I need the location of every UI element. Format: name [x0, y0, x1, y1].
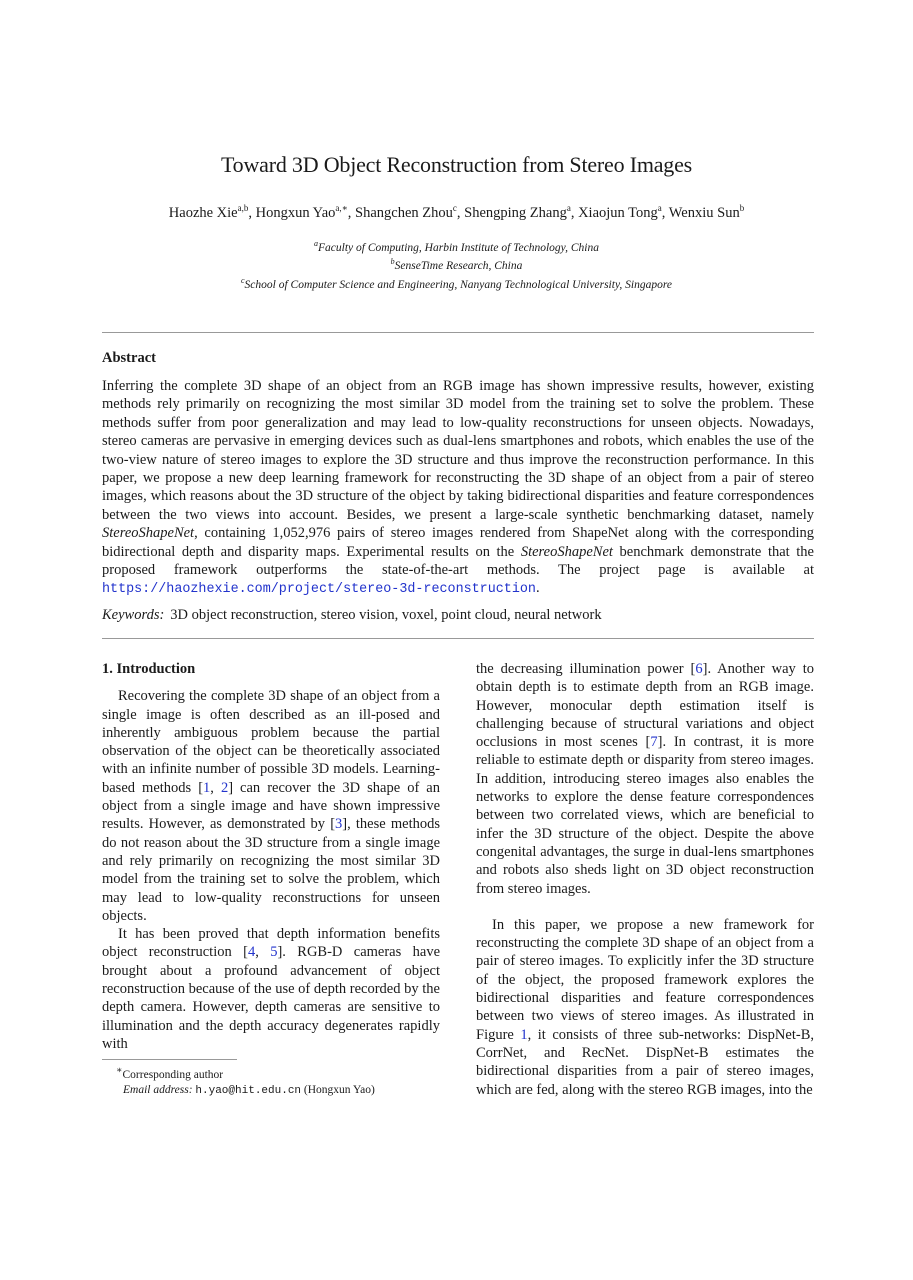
dataset-name: StereoShapeNet [520, 543, 613, 560]
abstract-divider [102, 638, 814, 639]
citation-link[interactable]: 3 [335, 816, 343, 833]
email-address: h.yao@hit.edu.cn [195, 1084, 302, 1097]
email-note: Email address: h.yao@hit.edu.cn (Hongxun Yao) [123, 1083, 375, 1097]
author: Xiaojun Tong$^a$, [578, 203, 669, 221]
project-url-link[interactable]: https://haozhexie.com/project/stereo-3d-reconstruction [102, 582, 536, 598]
footnotes [102, 1063, 375, 1099]
intro-paragraph-2-cont: the decreasing illumination power [6]. Another way to obtain depth is to estimate depth from an RGB image. However, monocular depth estimation itself is challenging because of structural variations and object occlusions in most scenes [7]. In contrast, it is more reliable to estimate depth or disparity from stereo images. In addition, introducing stereo images also enables the networks to explore the dense feature correspondences between two correlated views, which are beneficial to infer the 3D structure of the object. Despite the above congenital advantages, the surge in dual-lens smartphones and robots also sheds light on 3D object reconstruction from stereo images. [476, 661, 814, 897]
author: Hongxun Yao$^{a,∗}$, [255, 203, 356, 221]
dataset-name: StereoShapeNet [102, 525, 195, 542]
citation-link[interactable]: 4 [247, 944, 256, 961]
figure-link[interactable]: 1 [520, 1026, 528, 1043]
citation-link[interactable]: 1 [203, 779, 211, 796]
citation-link[interactable]: 7 [650, 734, 658, 751]
corresponding-author-note: ∗Corresponding author [116, 1065, 224, 1081]
top-divider [102, 332, 814, 333]
abstract-heading: Abstract [102, 350, 156, 366]
author-list [0, 203, 913, 222]
citation-link[interactable]: 2 [220, 779, 229, 796]
author: Haozhe Xie$^{a,b}$, [168, 203, 256, 221]
intro-paragraph-2: It has been proved that depth information benefits object reconstruction [4, 5]. RGB-D cameras have brought about a profound advancement of object reconstruction because of the use of depth recorded by the depth camera. However, depth cameras are sensitive to illumination and the depth accuracy degenerates rapidly with [102, 926, 441, 1052]
intro-paragraph-3: In this paper, we propose a new framework for reconstructing the complete 3D shape of an object from a pair of stereo images. To explicitly infer the 3D structure of the object, the proposed framework explores the bidirectional disparities and feature correspondences between two views of stereo images. As illustrated in Figure 1, it consists of three sub-networks: DispNet-B, CorrNet, and RecNet. DispNet-B estimates the bidirectional disparities from a pair of stereo images, which are fed, along with the stereo RGB images, into the [476, 916, 814, 1098]
abstract-body: Inferring the complete 3D shape of an object from an RGB image has shown impressive results, however, existing methods rely primarily on recognizing the most similar 3D model from the training set to solve the problem. These methods suffer from poor generalization and may lead to low-quality reconstructions for unseen objects. Nowadays, stereo cameras are pervasive in emerging devices such as dual-lens smartphones and robots, which enables the use of the two-view nature of stereo images to explore the 3D structure and thus improve the reconstruction performance. In this paper, we propose a new deep learning framework for reconstructing the 3D shape of an object from a pair of stereo images, which reasons about the 3D structure of the object by taking bidirectional disparities and feature correspondences between the two views into account. Besides, we present a large-scale synthetic benchmarking dataset, namely StereoShapeNet, containing 1,052,976 pairs of stereo images rendered from ShapeNet along with the corresponding bidirectional depth and disparity maps. Experimental results on the StereoShapeNet benchmark demonstrate that the proposed framework outperforms the state-of-the-art methods. The project page is available at https://haozhexie.com/project/stereo-3d-reconstruction. [102, 378, 814, 598]
author: Wenxiu Sun$^b$ [668, 203, 745, 221]
affiliations [0, 237, 913, 292]
left-column [102, 660, 440, 1053]
author: Shangchen Zhou$^c$, [355, 203, 465, 221]
footnote-divider [102, 1059, 237, 1060]
citation-link[interactable]: 6 [695, 661, 703, 677]
paper-title: Toward 3D Object Reconstruction from Stereo Images [220, 152, 693, 177]
intro-paragraph-1: Recovering the complete 3D shape of an object from a single image is often described as an ill-posed and inherently ambiguous problem because the partial observation of the object can be theoretically associated with an infinite number of possible 3D models. Learning-based methods [1, 2] can recover the 3D shape of an object from a single image and have shown impressive results. However, as demonstrated by [3], these methods do not reason about the 3D structure from a single image and rely primarily on recognizing the most similar 3D model from the training set to solve the problem, which may lead to low-quality reconstructions for unseen objects. [102, 688, 440, 924]
keywords-text: 3D object reconstruction, stereo vision, voxel, point cloud, neural network [170, 607, 602, 623]
section-heading: 1. Introduction [102, 661, 196, 677]
citation-link[interactable]: 5 [270, 944, 278, 961]
right-column [476, 660, 814, 1099]
affiliation-a: $^a$Faculty of Computing, Harbin Institute of Technology, China [314, 239, 599, 254]
keywords-label: Keywords: [102, 607, 165, 623]
affiliation-c: $^c$School of Computer Science and Engineering, Nanyang Technological University, Singapore [240, 275, 673, 291]
keywords [102, 607, 602, 624]
author: Shengping Zhang$^a$, [464, 203, 579, 221]
affiliation-b: $^b$SenseTime Research, China [390, 257, 523, 273]
